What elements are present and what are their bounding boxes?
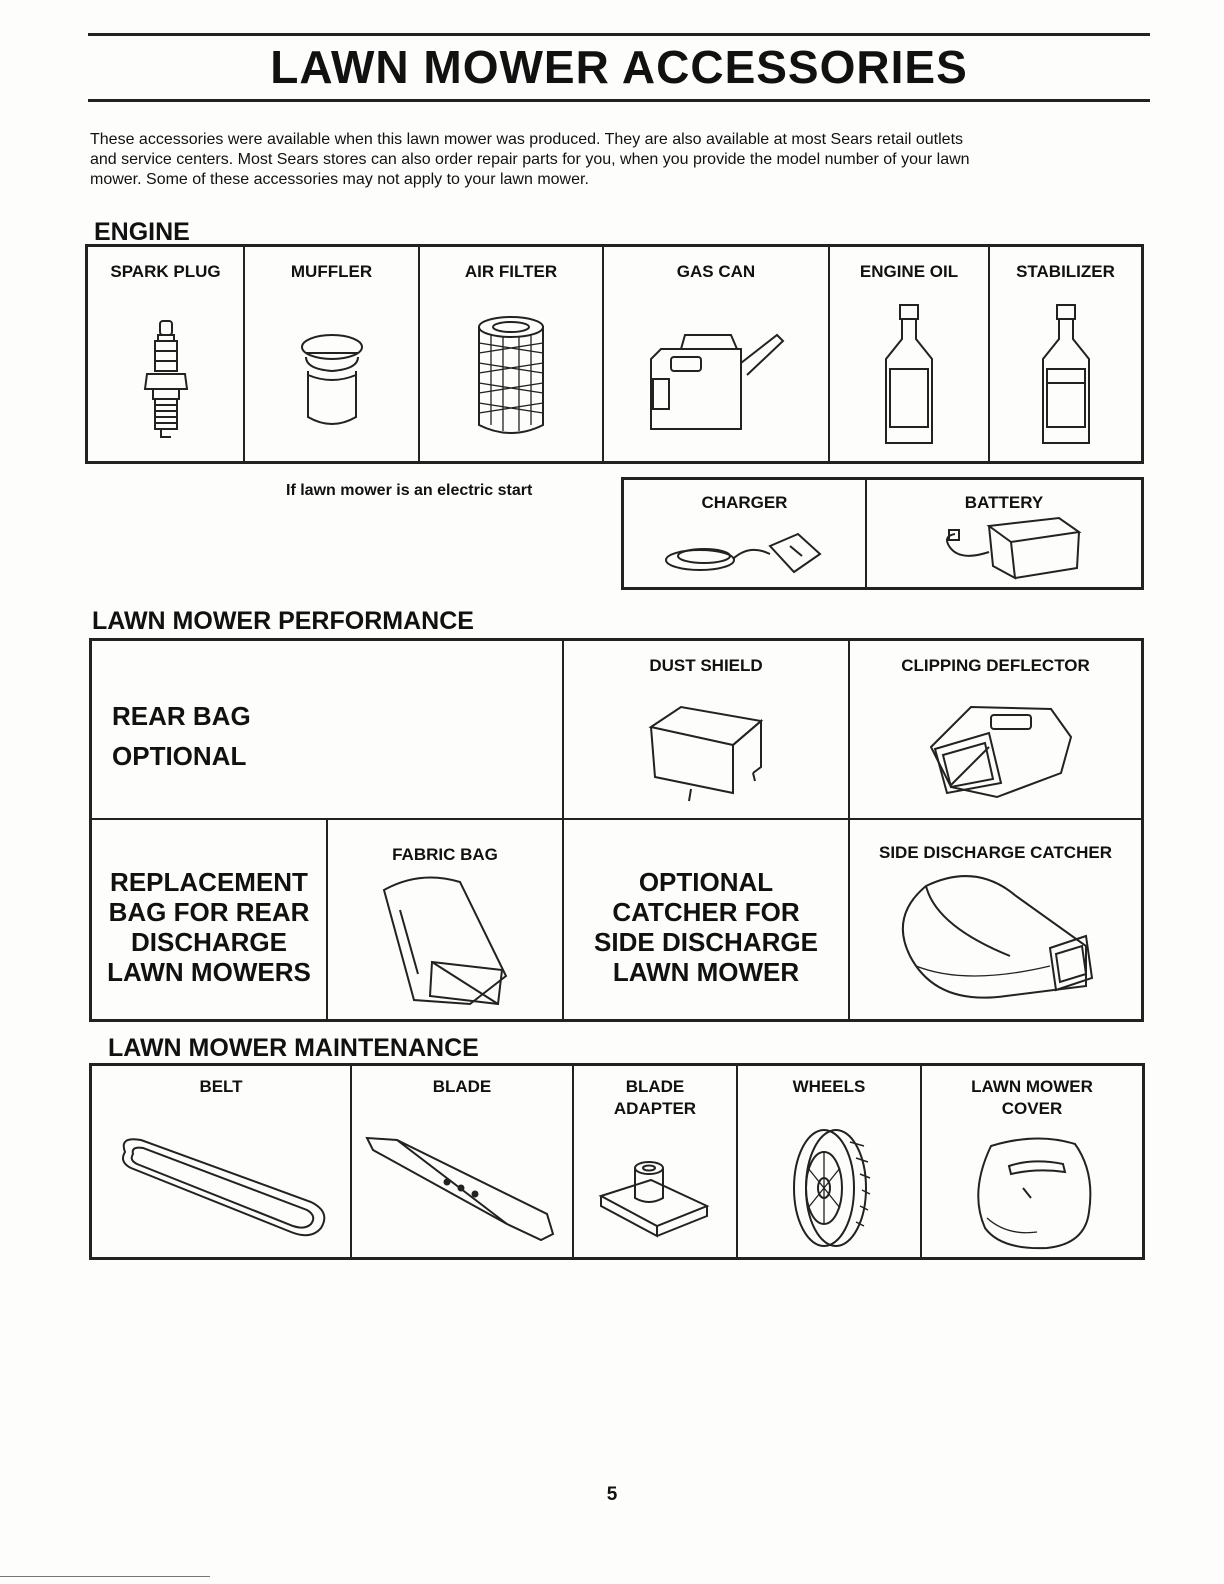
intro-line: and service centers. Most Sears stores can also order repair parts for you, when you provide the model number of your lawn <box>90 151 970 168</box>
air-filter-icon <box>471 313 551 443</box>
text-line: OPTIONAL <box>638 867 774 897</box>
rear-bag-text <box>112 701 251 771</box>
maintenance-item-wheels <box>738 1066 922 1257</box>
page-number: 5 <box>606 1484 618 1505</box>
gas-can-icon <box>641 319 791 439</box>
clipping-deflector-cell <box>850 641 1141 818</box>
blade-icon <box>357 1128 567 1248</box>
maintenance-item-mower-cover <box>922 1066 1142 1257</box>
item-label: DUST SHIELD <box>649 656 763 675</box>
item-label: WHEELS <box>792 1077 866 1096</box>
wheel-icon <box>784 1122 874 1252</box>
replacement-text <box>92 867 326 987</box>
intro-line: mower. Some of these accessories may not apply to your lawn mower. <box>90 171 589 188</box>
maintenance-heading: LAWN MOWER MAINTENANCE <box>108 1034 479 1062</box>
electric-start-note: If lawn mower is an electric start <box>286 482 533 499</box>
item-label: BELT <box>199 1077 243 1096</box>
engine-table <box>85 244 1144 464</box>
label-line: ADAPTER <box>613 1099 697 1118</box>
engine-item-engine-oil <box>830 247 990 461</box>
dust-shield-icon <box>641 697 771 807</box>
text-line: LAWN MOWER <box>612 957 800 987</box>
battery-icon <box>919 512 1089 582</box>
engine-heading: ENGINE <box>94 218 190 246</box>
engine-item-muffler <box>245 247 420 461</box>
engine-item-gas-can <box>604 247 830 461</box>
text-line: CATCHER FOR <box>612 897 800 927</box>
item-label: ENGINE OIL <box>859 262 959 281</box>
item-label: SPARK PLUG <box>110 262 221 281</box>
text-line: BAG FOR REAR <box>108 897 310 927</box>
side-catcher-cell <box>850 820 1141 1019</box>
maintenance-item-blade-adapter <box>574 1066 738 1257</box>
item-label: STABILIZER <box>1016 262 1115 281</box>
text-line: LAWN MOWERS <box>107 957 311 987</box>
intro-paragraph <box>90 130 1152 190</box>
text-line: DISCHARGE <box>130 927 287 957</box>
label-line: BLADE <box>625 1077 685 1096</box>
text-line: OPTIONAL <box>112 741 247 771</box>
spark-plug-icon <box>141 319 191 439</box>
mower-cover-icon <box>967 1132 1097 1252</box>
maintenance-item-belt <box>92 1066 352 1257</box>
intro-line: These accessories were available when this lawn mower was produced. They are also available at most Sears retail outlets <box>90 131 964 148</box>
electric-item-charger <box>624 480 867 587</box>
text-line: REPLACEMENT <box>110 867 308 897</box>
bottom-edge-rule <box>0 1576 210 1577</box>
text-line: REAR BAG <box>112 701 251 731</box>
item-label <box>574 1076 736 1120</box>
clipping-deflector-icon <box>911 697 1081 807</box>
item-label: AIR FILTER <box>464 262 558 281</box>
item-label: CLIPPING DEFLECTOR <box>901 656 1090 675</box>
muffler-icon <box>292 327 372 437</box>
item-label: MUFFLER <box>290 262 373 281</box>
optional-catcher-text <box>564 867 848 987</box>
stabilizer-bottle-icon <box>1031 303 1101 453</box>
engine-item-air-filter <box>420 247 604 461</box>
item-label: SIDE DISCHARGE CATCHER <box>879 843 1112 862</box>
dust-shield-cell <box>564 641 848 818</box>
performance-heading: LAWN MOWER PERFORMANCE <box>92 607 474 635</box>
charger-icon <box>660 524 830 580</box>
maintenance-item-blade <box>352 1066 574 1257</box>
electric-start-table <box>621 477 1144 590</box>
item-label <box>922 1076 1142 1120</box>
performance-table <box>89 638 1144 1022</box>
text-line: SIDE DISCHARGE <box>594 927 818 957</box>
item-label: GAS CAN <box>676 262 756 281</box>
fabric-bag-cell <box>328 820 562 1019</box>
top-rule <box>88 33 1150 36</box>
fabric-bag-icon <box>370 864 520 1014</box>
title-underline <box>88 99 1150 102</box>
item-label: BATTERY <box>964 493 1044 512</box>
label-line: COVER <box>1001 1099 1063 1118</box>
belt-icon <box>111 1132 331 1242</box>
item-label: FABRIC BAG <box>392 845 498 864</box>
engine-item-spark-plug <box>88 247 245 461</box>
blade-adapter-icon <box>595 1156 715 1246</box>
side-catcher-icon <box>886 866 1106 1006</box>
electric-item-battery <box>867 480 1141 587</box>
page-title: LAWN MOWER ACCESSORIES <box>270 41 968 93</box>
item-label: BLADE <box>432 1077 492 1096</box>
maintenance-table <box>89 1063 1145 1260</box>
item-label: CHARGER <box>701 493 788 512</box>
engine-item-stabilizer <box>990 247 1141 461</box>
oil-bottle-icon <box>874 303 944 453</box>
label-line: LAWN MOWER <box>971 1077 1093 1096</box>
